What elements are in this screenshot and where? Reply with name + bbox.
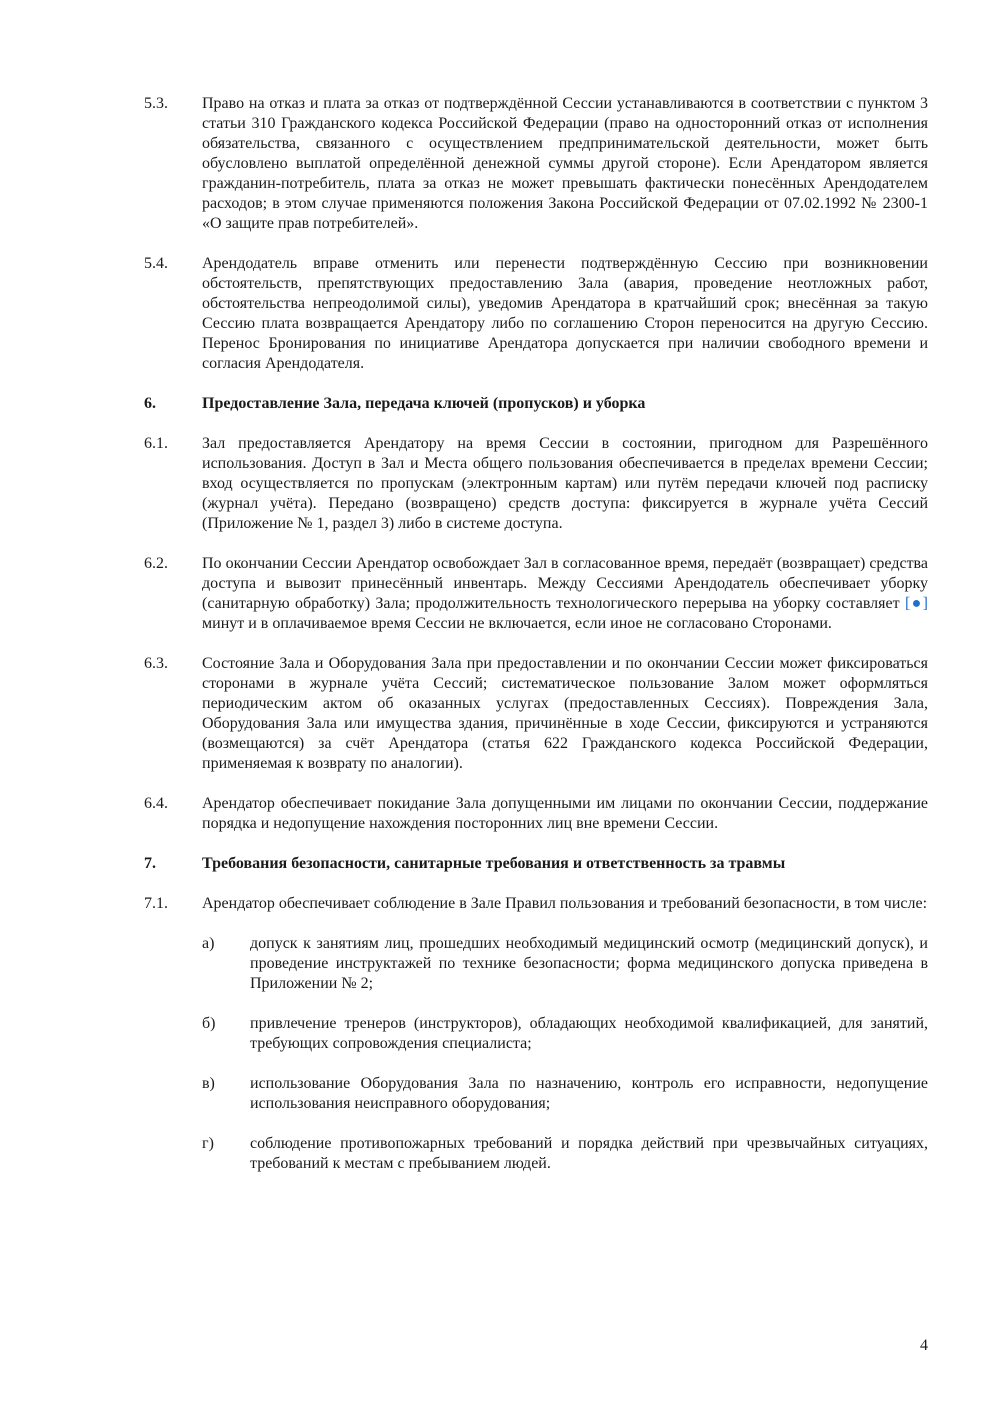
document-body (144, 94, 928, 1194)
clause-text (202, 554, 928, 634)
clause-5-4 (144, 254, 928, 374)
list-item-label: в) (202, 1075, 215, 1092)
list-item-label: а) (202, 935, 215, 952)
clause-6-2 (144, 554, 928, 634)
clause-number: 6.1. (144, 435, 168, 452)
clause-text: Состояние Зала и Оборудования Зала при предоставлении и по окончании Сессии может фиксироваться сторонами в журнале учёта Сессий; систематическое пользование Залом может оформляться периодическим актом об оказанных услугах (предоставленных Сессиях). Повреждения Зала, Оборудования Зала или имущества здания, причинённые в ходе Сессии, фиксируются и устраняются (возмещаются) за счёт Арендатора (статья 622 Гражданского кодекса Российской Федерации, применяемая к возврату по аналогии). (202, 655, 928, 772)
clause-6-3 (144, 654, 928, 774)
clause-text: Арендодатель вправе отменить или перенести подтверждённую Сессию при возникновении обстоятельств, препятствующих предоставлению Зала (авария, проведение неотложных работ, обстоятельства непреодолимой силы), уведомив Арендатора в кратчайший срок; внесённая за такую Сессию плата возвращается Арендатору либо по соглашению Сторон переносится на другую Сессию. Перенос Бронирования по инициативе Арендатора допускается при наличии свободного времени и согласия Арендодателя. (202, 255, 928, 372)
clause-text-part: По окончании Сессии Арендатор освобождает Зал в согласованное время, передаёт (возвращает) средства доступа и вывозит принесённый инвентарь. Между Сессиями Арендодатель обеспечивает уборку (санитарную обработку) Зала; продолжительность технологического перерыва на уборку составляет (202, 555, 928, 612)
list-item-text: допуск к занятиям лиц, прошедших необходимый медицинский осмотр (медицинский допуск), и проведение инструктажей по технике безопасности; форма медицинского допуска приведена в Приложении № 2; (250, 935, 928, 992)
section-heading-7 (144, 854, 928, 874)
clause-5-3 (144, 94, 928, 234)
list-item-a (202, 934, 928, 994)
list-item-label: б) (202, 1015, 216, 1032)
clause-7-1 (144, 894, 928, 914)
list-item-b (202, 1014, 928, 1054)
section-number: 6. (144, 395, 156, 412)
list-item-text: привлечение тренеров (инструкторов), обладающих необходимой квалификацией, для занятий, требующих сопровождения специалиста; (250, 1015, 928, 1052)
clause-number: 5.4. (144, 255, 168, 272)
section-title: Предоставление Зала, передача ключей (пропусков) и уборка (202, 395, 646, 412)
clause-text: Арендатор обеспечивает соблюдение в Зале Правил пользования и требований безопасности, в том числе: (202, 895, 928, 912)
clause-number: 6.3. (144, 655, 168, 672)
section-title: Требования безопасности, санитарные требования и ответственность за травмы (202, 855, 786, 872)
clause-number: 6.4. (144, 795, 168, 812)
clause-number: 5.3. (144, 95, 168, 112)
section-number: 7. (144, 855, 156, 872)
clause-number: 7.1. (144, 895, 168, 912)
clause-text: Зал предоставляется Арендатору на время Сессии в состоянии, пригодном для Разрешённого использования. Доступ в Зал и Места общего пользования обеспечивается в пределах времени Сессии; вход осуществляется по пропускам (электронным картам) или путём передачи ключей под расписку (журнал учёта). Передано (возвращено) средств доступа: фиксируется в журнале учёта Сессий (Приложение № 1, раздел 3) либо в системе доступа. (202, 435, 928, 532)
page-number: 4 (920, 1337, 928, 1354)
clause-text: Арендатор обеспечивает покидание Зала допущенными им лицами по окончании Сессии, поддержание порядка и недопущение нахождения посторонних лиц вне времени Сессии. (202, 795, 928, 832)
list-item-text: соблюдение противопожарных требований и порядка действий при чрезвычайных ситуациях, требований к местам с пребыванием людей. (250, 1135, 928, 1172)
section-heading-6 (144, 394, 928, 414)
list-item-g (202, 1134, 928, 1174)
clause-6-4 (144, 794, 928, 834)
placeholder-field[interactable]: [●] (904, 595, 929, 612)
clause-text: Право на отказ и плата за отказ от подтверждённой Сессии устанавливаются в соответствии с пунктом 3 статьи 310 Гражданского кодекса Российской Федерации (право на односторонний отказ от исполнения обязательства, связанного с осуществлением предпринимательской деятельности, может быть обусловлено выплатой определённой денежной суммы другой стороне). Если Арендатором является гражданин-потребитель, плата за отказ не может превышать фактически понесённых Арендодателем расходов; в этом случае применяются положения Закона Российской Федерации от 07.02.1992 № 2300-1 «О защите прав потребителей». (202, 95, 928, 232)
list-item-v (202, 1074, 928, 1114)
list-item-label: г) (202, 1135, 214, 1152)
clause-6-1 (144, 434, 928, 534)
clause-number: 6.2. (144, 555, 168, 572)
list-item-text: использование Оборудования Зала по назначению, контроль его исправности, недопущение использования неисправного оборудования; (250, 1075, 928, 1112)
clause-text-part: минут и в оплачиваемое время Сессии не включается, если иное не согласовано Сторонами. (202, 615, 832, 632)
